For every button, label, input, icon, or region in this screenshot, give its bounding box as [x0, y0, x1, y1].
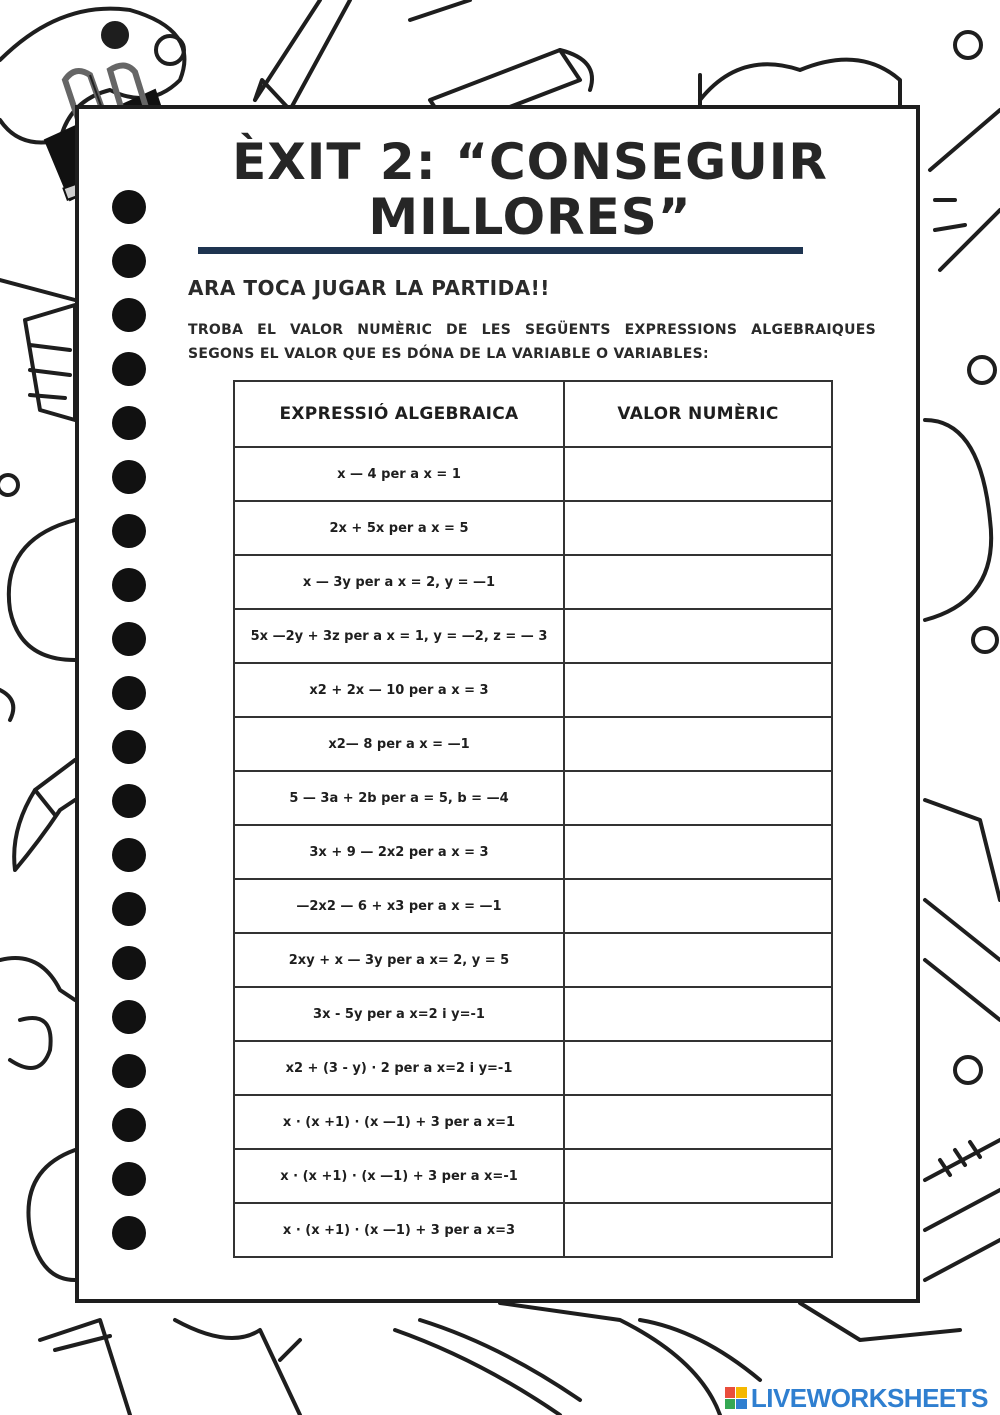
ring-hole-icon — [112, 1054, 146, 1088]
ring-hole-icon — [112, 1162, 146, 1196]
table-row — [234, 663, 832, 717]
table-header-row — [234, 381, 832, 447]
expression-cell: —2x2 — 6 + x3 per a x = —1 — [234, 879, 564, 933]
ring-hole-icon — [112, 568, 146, 602]
ring-hole-icon — [112, 1216, 146, 1250]
answer-input[interactable] — [566, 1151, 830, 1201]
answer-input[interactable] — [566, 719, 830, 769]
table-row — [234, 1203, 832, 1257]
answer-input[interactable] — [566, 1097, 830, 1147]
header-expression: EXPRESSIÓ ALGEBRAICA — [234, 381, 564, 447]
answer-cell[interactable] — [564, 717, 832, 771]
expression-cell: x2 + 2x — 10 per a x = 3 — [234, 663, 564, 717]
answer-cell[interactable] — [564, 879, 832, 933]
table-row — [234, 1149, 832, 1203]
answer-input[interactable] — [566, 611, 830, 661]
ring-hole-icon — [112, 298, 146, 332]
answer-cell[interactable] — [564, 663, 832, 717]
answer-cell[interactable] — [564, 1149, 832, 1203]
answer-cell[interactable] — [564, 1203, 832, 1257]
table-row — [234, 879, 832, 933]
instructions-text: TROBA EL VALOR NUMÈRIC DE LES SEGÜENTS EXPRESSIONS ALGEBRAIQUES SEGONS EL VALOR QUE ES DÓNA DE LA VARIABLE O VARIABLES: — [188, 322, 876, 362]
answer-cell[interactable] — [564, 825, 832, 879]
answer-cell[interactable] — [564, 1095, 832, 1149]
answer-input[interactable] — [566, 773, 830, 823]
table-row — [234, 933, 832, 987]
page-title: ÈXIT 2: “CONSEGUIR MILLORES” — [232, 133, 828, 246]
table-row — [234, 1095, 832, 1149]
table-row — [234, 987, 832, 1041]
ring-hole-icon — [112, 676, 146, 710]
title-divider — [198, 247, 803, 254]
answer-cell[interactable] — [564, 771, 832, 825]
answer-input[interactable] — [566, 1205, 830, 1255]
answer-cell[interactable] — [564, 987, 832, 1041]
brand-name: LIVEWORKSHEETS — [750, 1382, 988, 1413]
answer-input[interactable] — [566, 935, 830, 985]
ring-hole-icon — [112, 1108, 146, 1142]
expression-cell: x2 + (3 - y) · 2 per a x=2 i y=-1 — [234, 1041, 564, 1095]
ring-hole-icon — [112, 892, 146, 926]
expression-cell: x · (x +1) · (x —1) + 3 per a x=1 — [234, 1095, 564, 1149]
expression-cell: 2xy + x — 3y per a x= 2, y = 5 — [234, 933, 564, 987]
expression-cell: x2— 8 per a x = —1 — [234, 717, 564, 771]
table-row — [234, 717, 832, 771]
ring-hole-icon — [112, 514, 146, 548]
ring-hole-icon — [112, 730, 146, 764]
ring-hole-icon — [112, 406, 146, 440]
answer-cell[interactable] — [564, 555, 832, 609]
ring-hole-icon — [112, 460, 146, 494]
answer-cell[interactable] — [564, 501, 832, 555]
answer-input[interactable] — [566, 989, 830, 1039]
ring-hole-icon — [112, 622, 146, 656]
ring-hole-icon — [112, 784, 146, 818]
liveworksheets-logo-icon — [725, 1387, 747, 1409]
expression-cell: x — 4 per a x = 1 — [234, 447, 564, 501]
expression-cell: x — 3y per a x = 2, y = —1 — [234, 555, 564, 609]
expression-cell: 2x + 5x per a x = 5 — [234, 501, 564, 555]
answer-input[interactable] — [566, 827, 830, 877]
answer-input[interactable] — [566, 665, 830, 715]
table-row — [234, 771, 832, 825]
answer-input[interactable] — [566, 557, 830, 607]
header-value: VALOR NUMÈRIC — [564, 381, 832, 447]
ring-hole-icon — [112, 244, 146, 278]
answer-cell[interactable] — [564, 609, 832, 663]
ring-hole-icon — [112, 946, 146, 980]
ring-hole-icon — [112, 190, 146, 224]
notebook-ring-holes — [112, 190, 146, 1270]
ring-hole-icon — [112, 1000, 146, 1034]
expressions-table — [233, 380, 833, 1258]
section-subtitle: ARA TOCA JUGAR LA PARTIDA!! — [188, 276, 550, 300]
ring-hole-icon — [112, 352, 146, 386]
expression-cell: 5 — 3a + 2b per a = 5, b = —4 — [234, 771, 564, 825]
expression-cell: x · (x +1) · (x —1) + 3 per a x=-1 — [234, 1149, 564, 1203]
answer-input[interactable] — [566, 881, 830, 931]
expression-cell: 3x - 5y per a x=2 i y=-1 — [234, 987, 564, 1041]
answer-input[interactable] — [566, 503, 830, 553]
table-row — [234, 501, 832, 555]
table-row — [234, 1041, 832, 1095]
answer-cell[interactable] — [564, 1041, 832, 1095]
table-row — [234, 447, 832, 501]
answer-cell[interactable] — [564, 447, 832, 501]
table-row — [234, 555, 832, 609]
answer-input[interactable] — [566, 1043, 830, 1093]
liveworksheets-branding[interactable] — [725, 1382, 988, 1413]
table-row — [234, 609, 832, 663]
expression-cell: 3x + 9 — 2x2 per a x = 3 — [234, 825, 564, 879]
answer-input[interactable] — [566, 449, 830, 499]
expression-cell: x · (x +1) · (x —1) + 3 per a x=3 — [234, 1203, 564, 1257]
ring-hole-icon — [112, 838, 146, 872]
answer-cell[interactable] — [564, 933, 832, 987]
expression-cell: 5x —2y + 3z per a x = 1, y = —2, z = — 3 — [234, 609, 564, 663]
table-row — [234, 825, 832, 879]
